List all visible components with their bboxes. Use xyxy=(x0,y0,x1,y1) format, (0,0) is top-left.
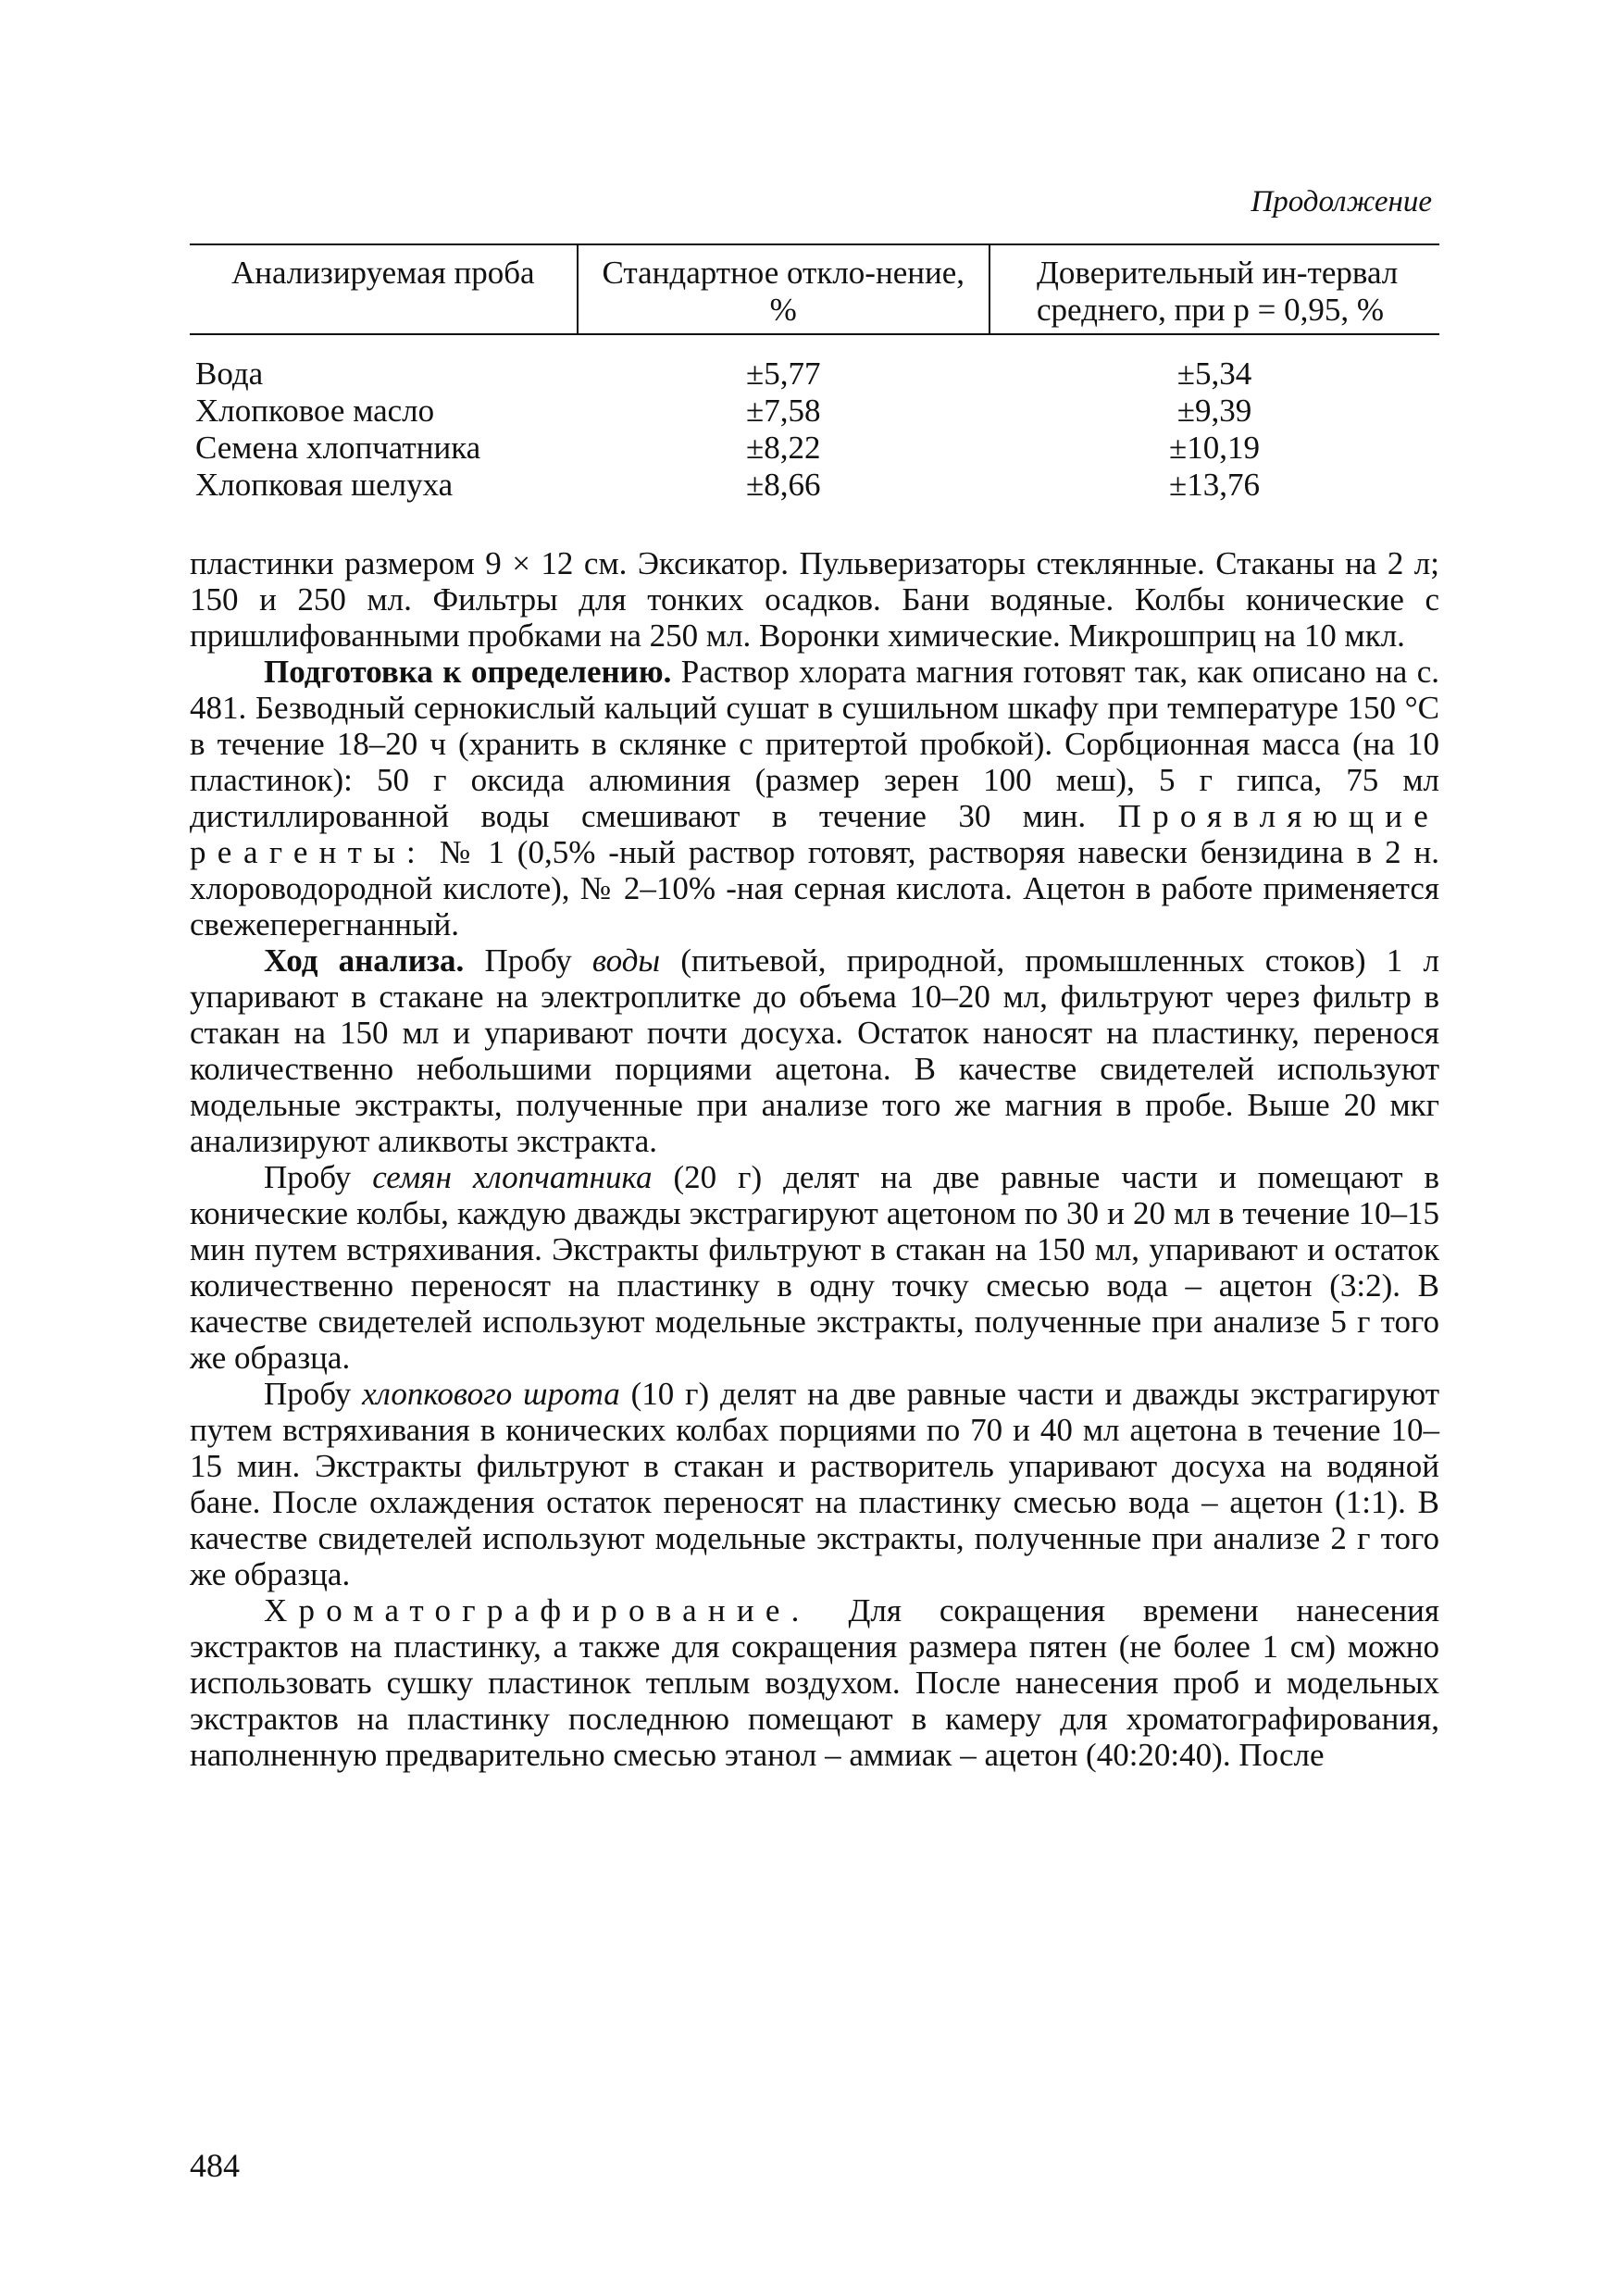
cell-std-deviation: ±8,22 xyxy=(746,430,821,467)
table-row xyxy=(190,467,1439,504)
cell-std-deviation: ±8,66 xyxy=(746,467,821,504)
table-row xyxy=(190,393,1439,430)
text-run: Пробу xyxy=(464,942,592,980)
spaced-heading-reagents: Проявляющие реагенты: xyxy=(190,798,1439,871)
paragraph-chromatography xyxy=(190,1592,1439,1773)
continuation-label: Продолжение xyxy=(1251,185,1432,218)
cell-confidence-interval: ±5,34 xyxy=(1176,356,1252,393)
cell-sample: Хлопковая шелуха xyxy=(195,467,454,504)
italic-term-cotton-meal: хлопкового шрота xyxy=(362,1376,620,1413)
cell-sample: Семена хлопчатника xyxy=(195,430,481,467)
table-row xyxy=(190,430,1439,467)
spaced-heading-chromatography: Хроматографирование. xyxy=(264,1592,811,1629)
text-run: Пробу xyxy=(264,1159,373,1196)
page xyxy=(190,185,1439,1773)
cell-sample: Хлопковое масло xyxy=(195,393,435,430)
cell-sample: Вода xyxy=(195,356,264,393)
cell-std-deviation: ±5,77 xyxy=(746,356,821,393)
text-run: № 1 (0,5% -ный раствор готовят, растворяя навески бензидина в 2 н. хлороводородной кислоте), № 2–10% -ная серная кислота. Ацетон в работе применяется свежеперегнанный. xyxy=(190,834,1439,943)
text-run: Раствор хлората магния готовят так, как описано на с. 481. Безводный сернокислый кальций сушат в сушильном шкафу при температуре 150 °С в течение 18–20 ч (хранить в склянке с притертой пробкой). Сорбционная масса (на 10 пластинок): 50 г оксида алюминия (размер зерен 100 меш), 5 г гипса, 75 мл дистиллированной воды смешивают в течение 30 мин. xyxy=(190,654,1439,835)
text-run: (питьевой, природной, промышленных стоков) 1 л упаривают в стакане на электроплитке до объема 10–20 мл, фильтруют через фильтр в стакан на 150 мл и упаривают почти досуха. Остаток наносят на пластинку, перенося количественно небольшими порциями ацетона. В качестве свидетелей используют модельные экстракты, полученные при анализе того же магния в пробе. Выше 20 мкг анализируют аликвоты экстракта. xyxy=(190,942,1439,1160)
italic-term-cotton-seeds: семян хлопчатника xyxy=(372,1159,653,1196)
text-run: (10 г) делят на две равные части и дважды экстрагируют путем встряхивания в конических колбах порциями по 70 и 40 мл ацетона в течение 10–15 мин. Экстракты фильтруют в стакан и растворитель упаривают досуха на водяной бане. После охлаждения остаток переносят на пластинку смесью вода – ацетон (1:1). В качестве свидетелей используют модельные экстракты, полученные при анализе 2 г того же образца. xyxy=(190,1376,1439,1593)
italic-term-water: воды xyxy=(591,942,661,980)
text-run: Пробу xyxy=(264,1376,363,1413)
paragraph-cotton-meal xyxy=(190,1376,1439,1592)
cell-std-deviation: ±7,58 xyxy=(746,393,821,430)
column-header-sample: Анализируемая проба xyxy=(190,244,578,334)
page-number: 484 xyxy=(190,2147,240,2184)
table-row xyxy=(190,334,1439,393)
cell-confidence-interval: ±10,19 xyxy=(1169,430,1260,467)
section-heading-preparation: Подготовка к определению. xyxy=(264,654,672,691)
cell-confidence-interval: ±9,39 xyxy=(1176,393,1252,430)
column-header-confidence-interval: Доверительный ин-тервал среднего, при p = 0,95, % xyxy=(989,244,1439,334)
text-run: (20 г) делят на две равные части и помещают в конические колбы, каждую дважды экстрагируют ацетоном по 30 и 20 мл в течение 10–15 мин путем встряхивания. Экстракты фильтруют в стакан на 150 мл, упаривают и остаток количественно переносят на пластинку в одну точку смесью вода – ацетон (3:2). В качестве свидетелей используют модельные экстракты, полученные при анализе 5 г того же образца. xyxy=(190,1159,1440,1377)
column-header-std-deviation: Стандартное откло-нение, % xyxy=(578,244,990,334)
paragraph-cotton-seeds xyxy=(190,1159,1439,1376)
text-run: Для сокращения времени нанесения экстрактов на пластинку, а также для сокращения размера пятен (не более 1 см) можно использовать сушку пластинок теплым воздухом. После нанесения проб и модельных экстрактов на пластинку последнюю помещают в камеру для хроматографирования, наполненную предварительно смесью этанол – аммиак – ацетон (40:20:40). После xyxy=(190,1592,1439,1774)
table-header-row xyxy=(190,244,1439,334)
cell-confidence-interval: ±13,76 xyxy=(1169,467,1260,504)
paragraph-analysis xyxy=(190,942,1439,1159)
section-heading-analysis: Ход анализа. xyxy=(264,942,465,980)
results-table xyxy=(190,243,1439,504)
paragraph-equipment: пластинки размером 9 × 12 см. Эксикатор. Пульверизаторы стеклянные. Стаканы на 2 л; 150 и 250 мл. Фильтры для тонких осадков. Бани водяные. Колбы конические с пришлифованными пробками на 250 мл. Воронки химические. Микрошприц на 10 мкл. xyxy=(190,545,1439,655)
body-text xyxy=(190,545,1439,1773)
paragraph-preparation xyxy=(190,654,1439,942)
